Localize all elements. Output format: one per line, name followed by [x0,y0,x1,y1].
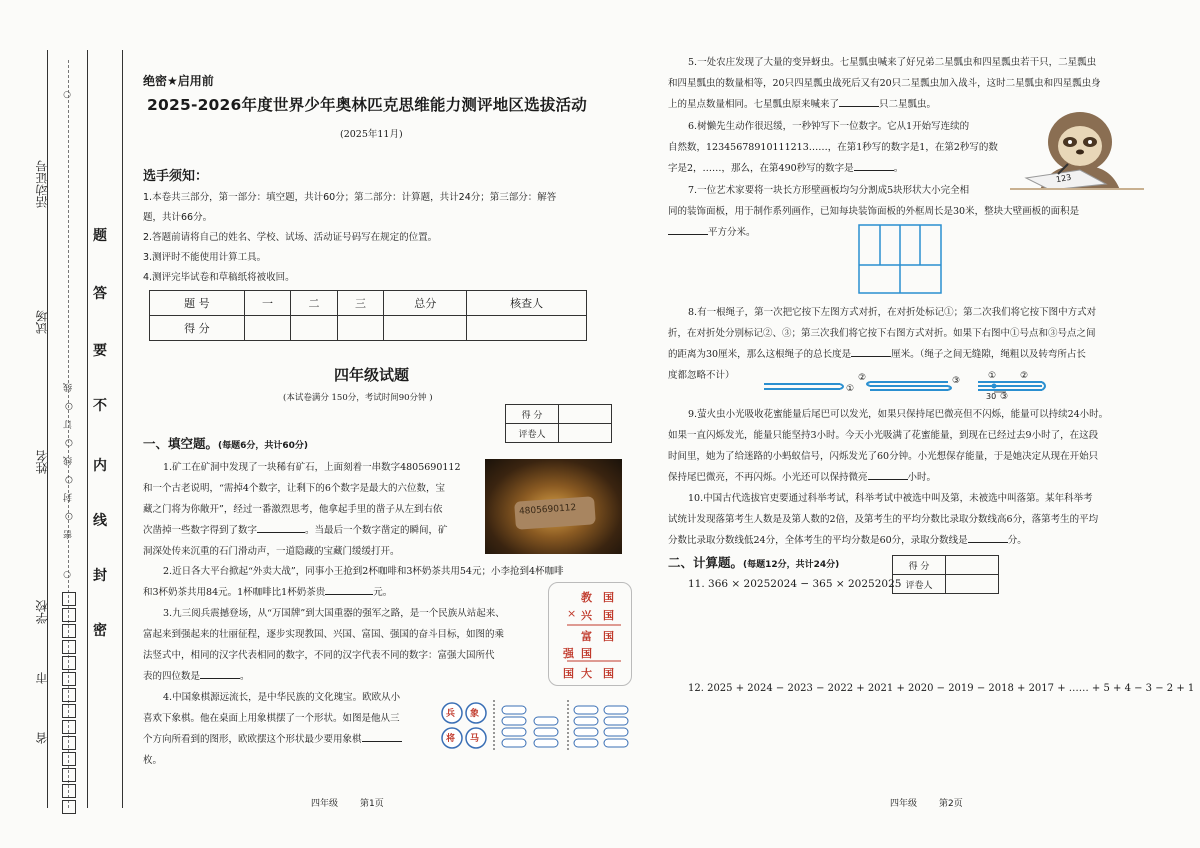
q9-text: 小时。 [907,472,937,483]
notice-item: 题，共计66分。 [143,212,213,223]
q7-line: 同的装饰面板，用于制作系列画作，已知每块装饰面板的外框周长是30米，整块大壁画板的面积是 [668,206,1080,217]
question-6 [668,116,1008,179]
q10-text: 分数比录取分数线低24分，全体考生的平均分数是60分，录取分数线是 [668,535,968,546]
q10-line: 试统计发现落第考生人数是及第人数的2倍，及第考生的平均分数比录取分数线高6分，落第考生的平均 [668,514,1099,525]
mini-score-table-1 [505,404,612,443]
q4-line: 喜欢下象棋。他在桌面上用象棋摆了一个形状。如图是他从三 [143,713,400,724]
q5-text: 上的星点数量相同。七星瓢虫原来喊来了 [668,99,840,110]
q6-text: 。 [893,163,904,174]
seal-char-2: 封 [93,568,107,584]
field-name: 姓名 [35,450,49,474]
q1-answer-blank[interactable] [257,522,305,533]
q6-text: 字是2，……，那么，在第490秒写的数字是 [668,163,854,174]
fig-char: 兴 [581,609,592,622]
score-cell[interactable] [384,316,467,341]
fig-char: 教 [581,591,592,604]
seal-char-7: 答 [93,286,107,302]
field-province: 省 [35,732,49,744]
mini-reviewer-label: 评卷人 [893,575,946,594]
q10-line: 10.中国古代选拔官吏要通过科举考试，科举考试中被选中叫及第，未被选中叫落第。某年科举考 [688,493,1093,504]
q7-text: 平方分米。 [708,227,756,238]
rope-label: ② [1020,371,1029,381]
seal-char-5: 不 [93,398,107,414]
score-row-label: 得 分 [150,316,245,341]
q4-line: 4.中国象棋源远流长，是中华民族的文化瑰宝。欧欧从小 [163,692,401,703]
chess-figure [440,700,640,752]
field-room: 试场 [35,310,49,334]
q3-line: 法竖式中，相同的汉字代表相同的数字，不同的汉字代表不同的数字：富强大国所代 [143,650,495,661]
question-9 [668,404,1148,488]
field-city: 市 [35,672,49,684]
q8-line [668,344,1148,365]
mini-reviewer-cell[interactable] [946,575,999,594]
q2-line: 2.近日各大平台掀起“外卖大战”，同事小王抢到2杯咖啡和3杯奶茶共用54元；小李抢到4杯咖啡 [163,566,564,577]
notice-list [143,188,613,288]
fig-char: 强 [563,647,574,660]
score-cell[interactable] [337,316,384,341]
score-cell[interactable] [467,316,587,341]
sloth-note: 123 [1055,172,1072,185]
mini-score-cell[interactable] [559,405,612,424]
q5-line: 5.一处农庄发现了大量的变异蚜虫。七星瓢虫喊来了好兄弟二星瓢虫和四星瓢虫若干只，二星瓢虫 [688,57,1097,68]
section1-note: (每题6分，共计60分) [218,441,309,451]
q8-text: 厘米。（绳子之间无缝隙，绳粗以及转弯所占长 [891,349,1086,360]
q9-answer-blank[interactable] [868,469,908,480]
ore-image [485,459,622,554]
fig-char: 国 [603,667,614,680]
notice-item: 1.本卷共三部分，第一部分：填空题，共计60分；第二部分：计算题，共计24分；第三部分：解答 [143,192,557,203]
seal-char-3: 线 [93,513,107,529]
grade-subtitle: (本试卷满分 150分，考试时间90分钟 ) [283,393,433,403]
q5-answer-blank[interactable] [839,96,879,107]
q1-line [143,520,483,541]
score-header: 题 号 [150,291,245,316]
score-header: 一 [244,291,291,316]
fig-char: 国 [603,591,614,604]
q3-text: 。 [240,671,250,682]
q5-text: 只二星瓢虫。 [879,99,937,110]
question-4 [143,687,443,771]
sloth-icon [1010,104,1144,190]
rectangle-partition-figure [858,224,942,294]
q7-line: 7.一位艺术家要将一块长方形壁画板均匀分割成5块形状大小完全相 [688,185,970,196]
binding-strip [0,0,125,848]
q3-answer-blank[interactable] [200,668,240,679]
section1-heading [143,434,308,452]
chess-piece: 将 [446,734,456,744]
notice-item: 4.测评完毕试卷和草稿纸将被收回。 [143,272,295,283]
q9-line: 如果一直闪烁发光，能量只能坚持3小时。今天小光吸满了花蜜能量，到现在已经过去9小时了，在这段 [668,430,1099,441]
fig-char: 大 [581,667,592,680]
footer-left [311,796,384,809]
footer-grade: 四年级 [311,799,339,809]
rope-figures [760,370,1050,404]
seal-line-text: 密 ○ 封 ○ 线 ○ 订 ○ 线 [64,380,74,539]
q1-text: 。当最后一个数字凿定的瞬间，矿 [305,525,448,536]
q2-answer-blank[interactable] [325,584,373,595]
sloth-illustration [1010,104,1144,190]
section2-note: (每题12分，共计24分) [743,560,840,570]
fig-char: 富 [581,630,592,643]
score-header: 总分 [384,291,467,316]
rope-label: ③ [1000,392,1009,402]
question-1 [143,457,483,562]
grade-title: 四年级试题 [334,366,410,384]
score-table [149,290,587,341]
q1-text: 次凿掉一些数字得到了数字 [143,525,258,536]
q9-line [668,467,1148,488]
q3-line [143,666,543,687]
rope-label: ③ [952,376,961,386]
q8-line: 度都忽略不计） [668,370,735,381]
fig-char: × [567,607,577,620]
q4-text: 个方向所看到的图形，欧欧摆这个形状最少要用象棋 [143,734,362,745]
q7-answer-blank[interactable] [668,224,708,235]
q10-text: 分。 [1007,535,1027,546]
footer-page: 第1页 [360,799,384,809]
field-school: 学校 [35,600,49,624]
exam-main-title: 2025-2026年度世界少年奥林匹克思维能力测评地区选拔活动 [147,96,587,114]
q6-line: 6.树懒先生动作很迟缓，一秒钟写下一位数字。它从1开始写连续的 [688,121,970,132]
chess-piece: 马 [470,734,480,744]
fig-char: 国 [581,647,592,660]
notice-item: 3.测评时不能使用计算工具。 [143,252,267,263]
seal-char-8: 题 [93,228,107,244]
q1-line: 洞深处传来沉重的石门滑动声，一道隐藏的宝藏门缓缓打开。 [143,546,400,557]
question-12: 12. 2025 + 2024 − 2023 − 2022 + 2021 + 2020 − 2019 − 2018 + 2017 + …… + 5 + 4 − 3 − 2 + 1 [688,683,1195,694]
chess-piece: 象 [470,709,480,719]
mini-score-table-2 [892,555,999,594]
q5-line: 和四星瓢虫的数量相等，20只四星瓢虫战死后又有20只二星瓢虫加入战斗，这时二星瓢虫和四星瓢虫身 [668,78,1101,89]
rope-label: ① [846,384,855,394]
ore-number: 4805690112 [518,503,577,517]
q1-line: 藏之门将为你敞开”，经过一番激烈思考，他拿起手里的凿子从左到右依 [143,504,443,515]
q8-line: 折，在对折处分别标记②、③；第三次我们将它按下右图方式对折。如果下右图中①号点和③号点之间 [668,328,1096,339]
q10-answer-blank[interactable] [968,532,1008,543]
binding-line-right [122,50,123,808]
multiplication-figure [548,582,632,686]
q1-line: 和一个古老说明，“需掉4个数字，让剩下的6个数字是最大的六位数，宝 [143,483,445,494]
q3-line: 富起来到强起来的壮丽征程，逐步实现教国、兴国、富国、强国的奋斗目标，如图的乘 [143,629,505,640]
question-10 [668,488,1148,551]
q3-text: 表的四位数是 [143,671,201,682]
mini-reviewer-label: 评卷人 [506,424,559,443]
mini-score-label: 得 分 [893,556,946,575]
section2-heading [668,553,839,571]
q9-line: 时间里，她为了给迷路的小蚂蚁信号，闪烁发光了60分钟。小光想保存能量，于是她决定从现在开始只 [668,451,1099,462]
q6-line [668,158,1008,179]
question-3 [143,603,543,687]
fig-char: 国 [563,667,574,680]
seal-char-6: 要 [93,343,107,359]
q8-line: 8.有一根绳子，第一次把它按下左图方式对折，在对折处标记①；第二次我们将它按下图中方式对 [688,307,1097,318]
question-11: 11. 366 × 20252024 − 365 × 20252025 [688,578,902,590]
q4-answer-blank[interactable] [362,731,402,742]
chess-piece: 兵 [446,709,456,719]
q6-answer-blank[interactable] [854,160,894,171]
field-activity-id: 活动证号 [35,160,49,208]
rope-label: ② [858,373,867,383]
footer-grade: 四年级 [890,799,918,809]
q8-text: 的距离为30厘米，那么这根绳子的总长度是 [668,349,852,360]
rope-label: 30 [986,392,997,401]
notice-item: 2.答题前请将自己的姓名、学校、试场、活动证号码写在规定的位置。 [143,232,438,243]
q9-line: 9.萤火虫小光吸收花蜜能量后尾巴可以发光，如果只保持尾巴微亮但不闪烁，能量可以持续24小时。 [688,409,1109,420]
q8-answer-blank[interactable] [851,346,891,357]
seal-circle-top: ○ [62,90,72,100]
rope-label: ① [988,371,997,381]
score-cell[interactable] [291,316,338,341]
score-header: 核查人 [467,291,587,316]
seal-char-1: 密 [93,623,107,639]
binding-line-middle [87,50,88,808]
q2-text: 和3杯奶茶共用84元。1杯咖啡比1杯奶茶贵 [143,587,326,598]
fig-char: 国 [603,609,614,622]
q2-text: 元。 [373,587,393,598]
mini-score-label: 得 分 [506,405,559,424]
footer-right [890,796,963,809]
q1-line: 1.矿工在矿洞中发现了一块稀有矿石，上面刻着一串数字4805690112 [163,462,461,473]
seal-char-4: 内 [93,458,107,474]
score-header: 三 [337,291,384,316]
score-header: 二 [291,291,338,316]
q4-line [143,729,443,750]
q9-text: 保持尾巴微亮，不再闪烁。小光还可以保持微亮 [668,472,868,483]
secret-label: 绝密★启用前 [143,74,214,88]
q4-line: 枚。 [143,755,163,766]
exam-date: (2025年11月) [340,129,403,140]
mini-score-cell[interactable] [946,556,999,575]
section1-title: 一、填空题。 [143,436,219,451]
notice-title: 选手须知： [143,169,209,184]
fig-char: 国 [603,630,614,643]
score-cell[interactable] [244,316,291,341]
q3-line: 3.九三阅兵震撼登场，从“万国牌”到大国重器的强军之路，是一个民族从站起来、 [163,608,505,619]
q6-line: 自然数，12345678910111213……，在第1秒写的数字是1，在第2秒写的数 [668,142,998,153]
mini-reviewer-cell[interactable] [559,424,612,443]
section2-title: 二、计算题。 [668,555,744,570]
school-boxes [62,592,76,816]
footer-page: 第2页 [939,799,963,809]
seal-circle-bottom: ○ [62,570,72,580]
q10-line [668,530,1148,551]
